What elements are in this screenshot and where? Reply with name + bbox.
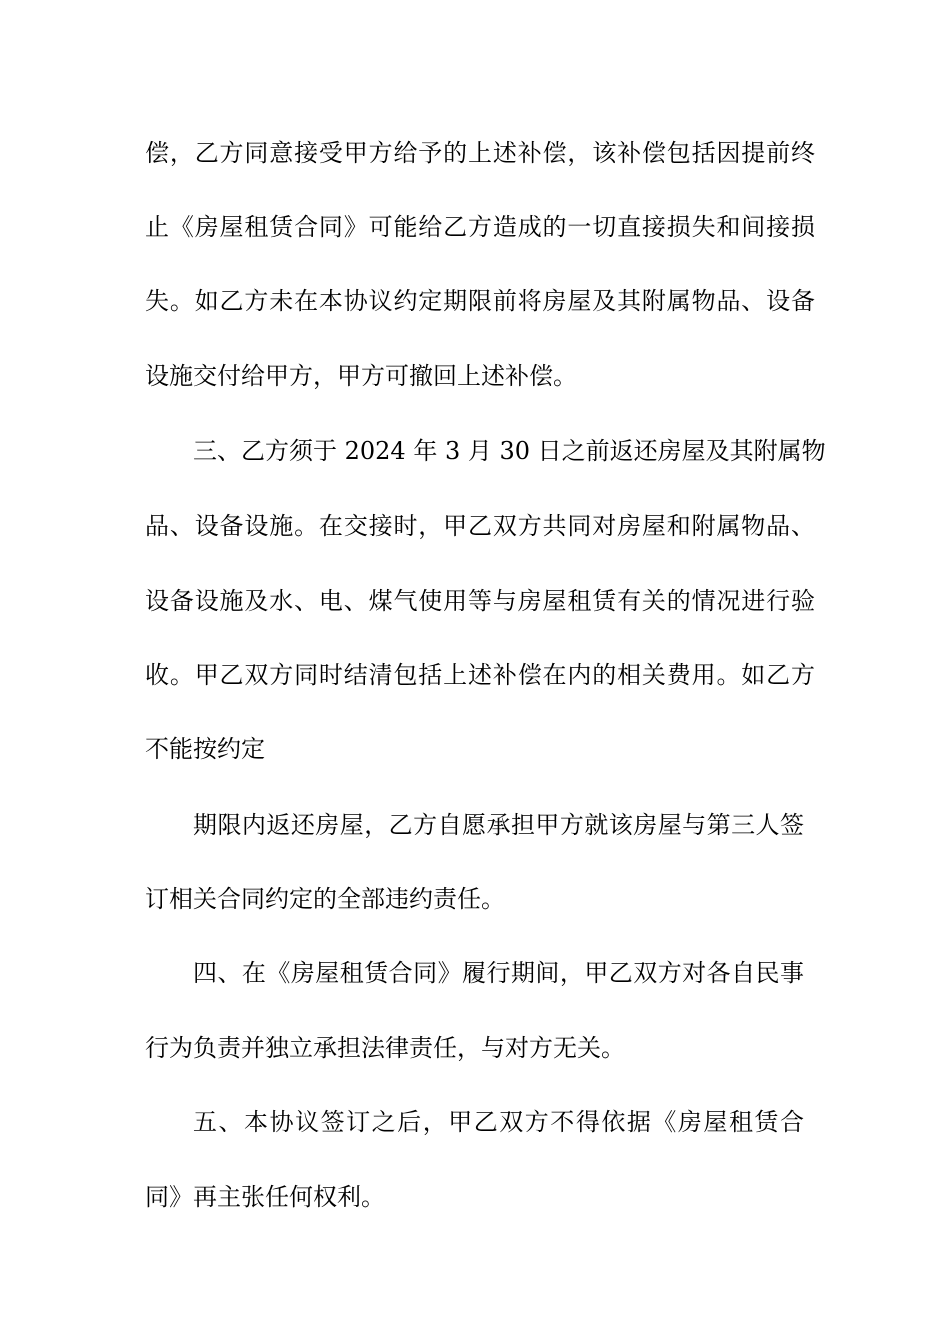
text-line: 偿，乙方同意接受甲方给予的上述补偿，该补偿包括因提前终 <box>145 139 815 167</box>
text-line: 设备设施及水、电、煤气使用等与房屋租赁有关的情况进行验 <box>145 587 815 615</box>
text-line: 设施交付给甲方，甲方可撤回上述补偿。 <box>145 362 577 390</box>
text-line: 止《房屋租赁合同》可能给乙方造成的一切直接损失和间接损 <box>145 213 815 241</box>
paragraph-five-start: 五、本协议签订之后，甲乙双方不得依据《房屋租赁合 <box>193 1108 804 1136</box>
paragraph-three-start: 三、乙方须于 2024 年 3 月 30 日之前返还房屋及其附属物 <box>193 437 826 465</box>
text-line: 订相关合同约定的全部违约责任。 <box>145 885 505 913</box>
text-line: 同》再主张任何权利。 <box>145 1183 385 1211</box>
paragraph-continued-start: 期限内返还房屋，乙方自愿承担甲方就该房屋与第三人签 <box>193 811 804 839</box>
paragraph-four-start: 四、在《房屋租赁合同》履行期间，甲乙双方对各自民事 <box>193 959 804 987</box>
text-line: 收。甲乙双方同时结清包括上述补偿在内的相关费用。如乙方 <box>145 661 815 689</box>
text-line: 品、设备设施。在交接时，甲乙双方共同对房屋和附属物品、 <box>145 512 815 540</box>
text-line: 不能按约定 <box>145 735 265 763</box>
text-line: 行为负责并独立承担法律责任，与对方无关。 <box>145 1034 625 1062</box>
text-line: 失。如乙方未在本协议约定期限前将房屋及其附属物品、设备 <box>145 287 815 315</box>
